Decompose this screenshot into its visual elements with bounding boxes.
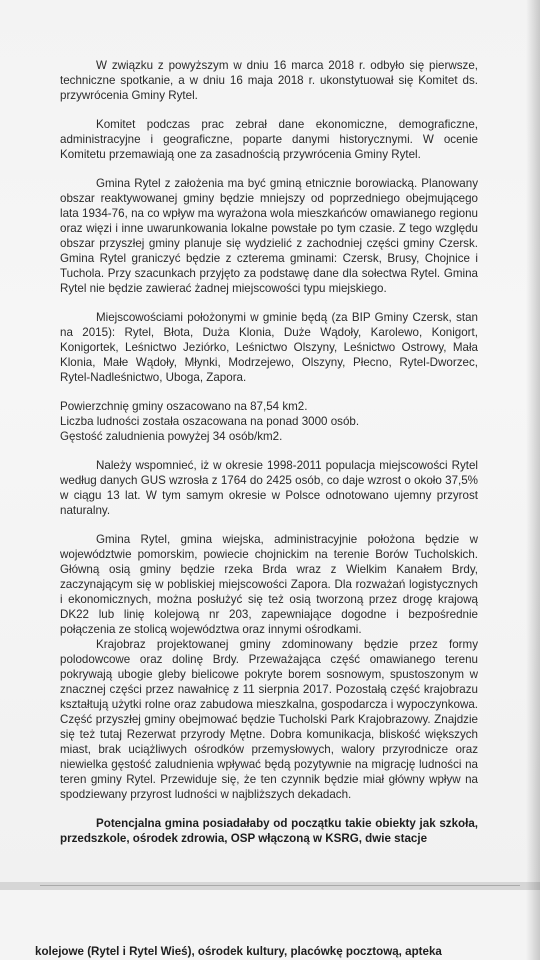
paragraph-committee-data: Komitet podczas prac zebrał dane ekonomiczne, demograficzne, administracyjne i geograficzne, poparte danymi historycznymi. W ocenie Komitetu przemawiają one za zasadnością przywrócenia Gminy Rytel.: [60, 118, 478, 161]
paragraph-location: Gmina Rytel, gmina wiejska, administracyjnie położona będzie w województwie pomorskim, powiecie chojnickim na terenie Borów Tucholskich. Główną osią gminy będzie rzeka Brda wraz z Wielkim Kanałem Brdy, zaczynającym się w pobliskiej miejscowości Zapora. Dla rozważań logistycznych i ekonomicznych, można posłużyć się też osią tworzoną przez drogę krajową DK22 lub linię kolejową nr 203, zapewniające dogodne i bezpośrednie połączenia ze stolicą województwa oraz innymi ośrodkami.: [60, 533, 478, 636]
paragraph-population-growth: Należy wspomnieć, iż w okresie 1998-2011 populacja miejscowości Rytel według danych GUS wzrosła z 1764 do 2425 osób, co daje wzrost o około 37,5% w ciągu 13 lat. W tym samym okresie w Polsce odnotowano ujemny przyrost naturalny.: [60, 459, 478, 517]
paragraph-facilities: Potencjalna gmina posiadałaby od początku takie obiekty jak szkoła, przedszkole, ośrodek zdrowia, OSP włączoną w KSRG, dwie stacje: [60, 817, 478, 845]
stat-population: Liczba ludności została oszacowana na ponad 3000 osób.: [60, 415, 360, 428]
paragraph-landscape: Krajobraz projektowanej gminy zdominowany będzie przez formy polodowcowe oraz dolinę Brdy. Przeważająca część omawianego terenu pokrywają ubogie gleby bielicowe pokryte borem sosnowym, spustoszonym w znacznej części przez nawałnicę z 11 sierpnia 2017. Pozostałą część krajobrazu kształtują użytki rolne oraz zabudowa mieszkalna, gospodarcza i wypoczynkowa. Część przyszłej gminy obejmować będzie Tucholski Park Krajobrazowy. Znajdzie się też tutaj Rezerwat przyrody Mętne. Dobra komunikacja, bliskość większych miast, brak uciążliwych ośrodków przemysłowych, walory przyrodnicze oraz niewielka gęstość zaludnienia wpływać będą pozytywnie na migrację ludności na teren gminy Rytel. Przewiduje się, że ten czynnik będzie miał główny wpływ na spodziewany przyrost ludności w najbliższych dekadach.: [60, 638, 478, 801]
paragraph-committee-formation: W związku z powyższym w dniu 16 marca 2018 r. odbyło się pierwsze, techniczne spotkanie, a w dniu 16 maja 2018 r. ukonstytuował się Komitet ds. przywrócenia Gminy Rytel.: [60, 59, 478, 102]
page-gap: [0, 882, 540, 890]
paragraph-municipality-area: Gmina Rytel z założenia ma być gminą etnicznie borowiacką. Planowany obszar reaktywowanej gminy będzie mniejszy od poprzedniego obejmującego lata 1934-76, na co wpływ ma wyrażona wola mieszkańców omawianego regionu oraz więzi i inne uwarunkowania lokalne powstałe po tym czasie. Z tego względu obszar przyszłej gminy planuje się wydzielić z zachodniej części gminy Czersk. Gmina Rytel graniczyć będzie z czterema gminami: Czersk, Brusy, Chojnice i Tuchola. Przy szacunkach przyjęto za podstawę dane dla sołectwa Rytel. Gmina Rytel nie będzie zawierać żadnej miejscowości typu miejskiego.: [60, 177, 478, 295]
paragraph-facilities-continuation: kolejowe (Rytel i Rytel Wieś), ośrodek kultury, placówkę pocztową, apteka: [35, 945, 442, 958]
scan-shadow: [526, 0, 540, 960]
document-body: [60, 58, 478, 860]
stat-density: Gęstość zaludnienia powyżej 34 osób/km2.: [60, 430, 283, 443]
page-edge-line: [40, 885, 520, 886]
stat-area: Powierzchnię gminy oszacowano na 87,54 km2.: [60, 400, 308, 413]
paragraph-localities: Miejscowościami położonymi w gminie będą (za BIP Gminy Czersk, stan na 2015): Rytel, Błota, Duża Klonia, Duże Wądoły, Karolewo, Konigort, Konigortek, Leśnictwo Jeziórko, Leśnictwo Olszyny, Leśnictwo Ostrowy, Mała Klonia, Małe Wądoły, Młynki, Modrzejewo, Olszyny, Płecno, Rytel-Dworzec, Rytel-Nadleśnictwo, Uboga, Zapora.: [60, 311, 478, 384]
